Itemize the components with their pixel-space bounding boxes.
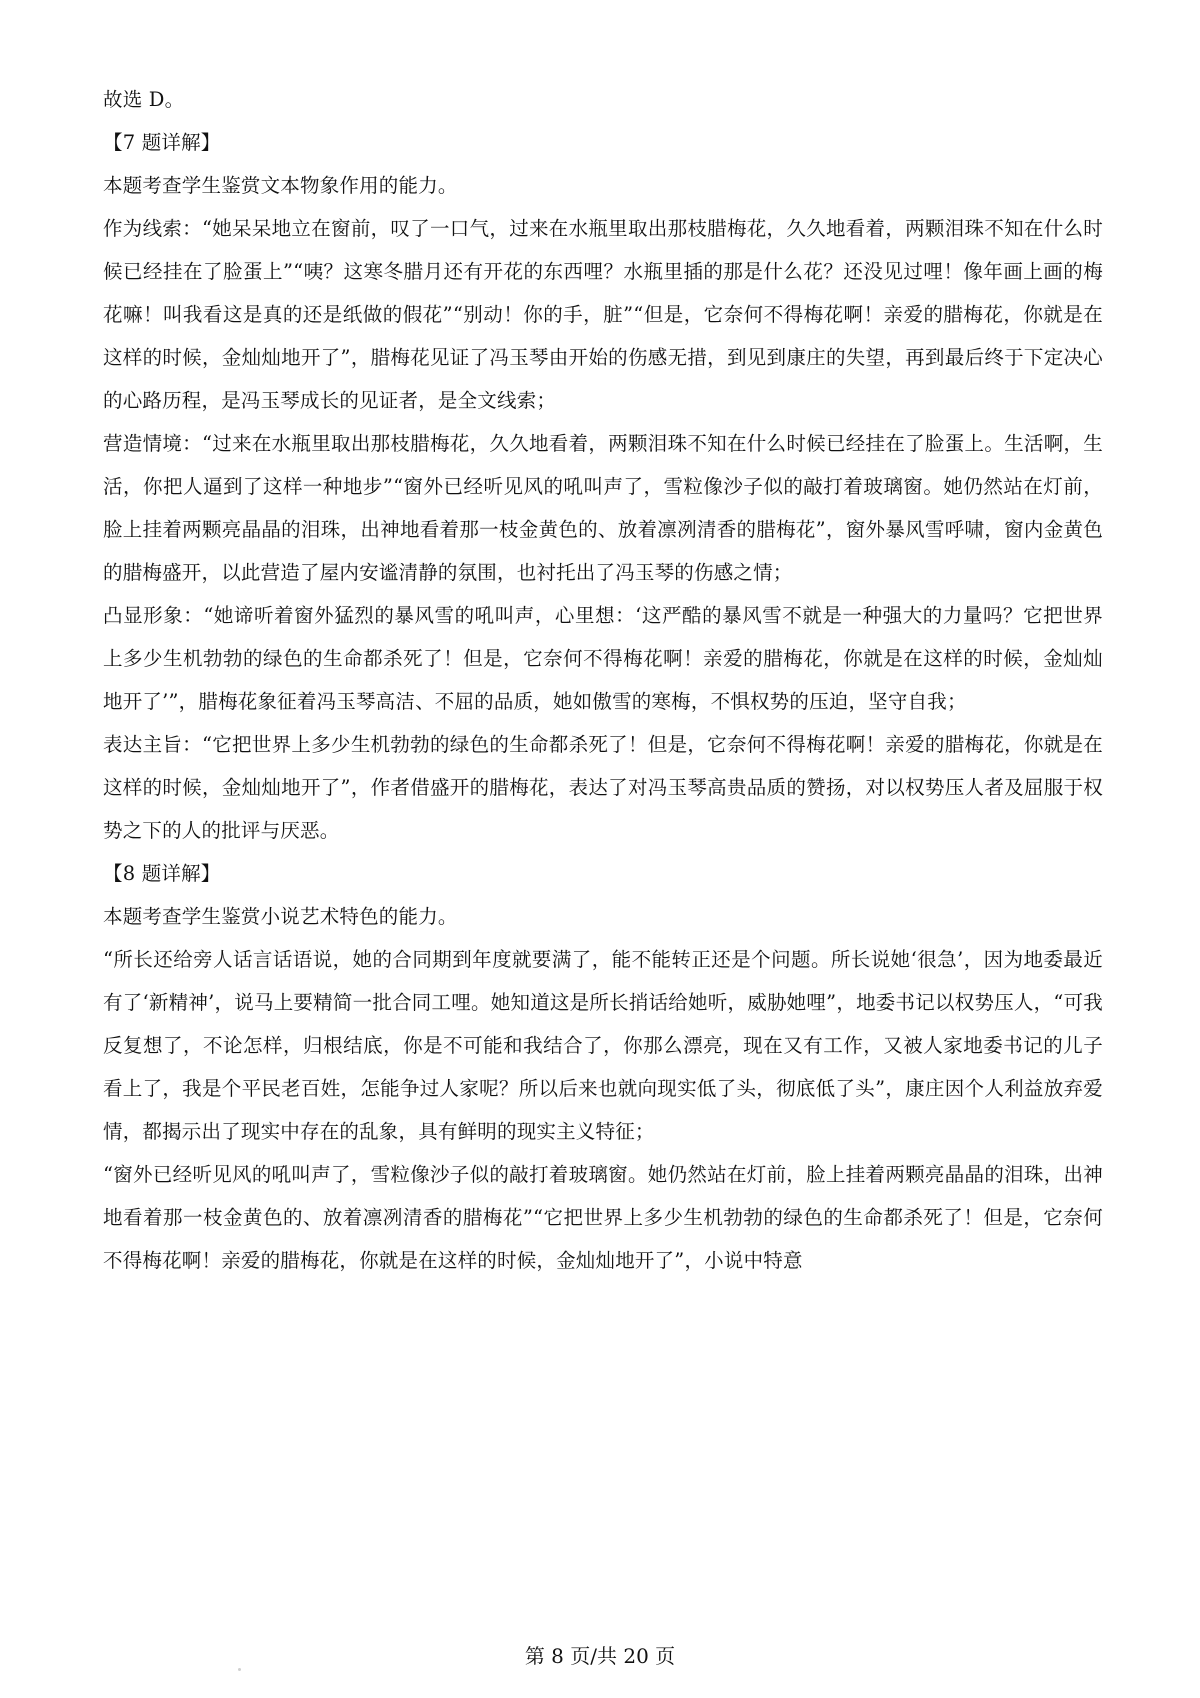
- question-8-realism-paragraph: “所长还给旁人话言话语说，她的合同期到年度就要满了，能不能转正还是个问题。所长说她‘很急’，因为地委最近有了‘新精神’，说马上要精简一批合同工哩。她知道这是所长捎话给她听，威胁她哩”，地委书记以权势压人，“可我反复想了，不论怎样，归根结底，你是不可能和我结合了，你那么漂亮，现在又有工作，又被人家地委书记的儿子看上了，我是个平民老百姓，怎能争过人家呢？所以后来也就向现实低了头，彻底低了头”，康庄因个人利益放弃爱情，都揭示出了现实中存在的乱象，具有鲜明的现实主义特征；: [103, 948, 1103, 1143]
- question-8-heading: 【8 题详解】: [103, 862, 221, 885]
- question-7-theme-paragraph: 表达主旨：“它把世界上多少生机勃勃的绿色的生命都杀死了！但是，它奈何不得梅花啊！亲爱的腊梅花，你就是在这样的时候，金灿灿地开了”，作者借盛开的腊梅花，表达了对冯玉琴高贵品质的赞扬，对以权势压人者及屈服于权势之下的人的批评与厌恶。: [103, 733, 1103, 842]
- scan-speck: [238, 1668, 241, 1671]
- question-7-image-paragraph: 凸显形象：“她谛听着窗外猛烈的暴风雪的吼叫声，心里想：‘这严酷的暴风雪不就是一种强大的力量吗？它把世界上多少生机勃勃的绿色的生命都杀死了！但是，它奈何不得梅花啊！亲爱的腊梅花，你就是在这样的时候，金灿灿地开了’”，腊梅花象征着冯玉琴高洁、不屈的品质，她如傲雪的寒梅，不惧权势的压迫，坚守自我；: [103, 604, 1103, 713]
- question-7-setting-paragraph: 营造情境：“过来在水瓶里取出那枝腊梅花，久久地看着，两颗泪珠不知在什么时候已经挂在了脸蛋上。生活啊，生活，你把人逼到了这样一种地步”“窗外已经听见风的吼叫声了，雪粒像沙子似的敲打着玻璃窗。她仍然站在灯前，脸上挂着两颗亮晶晶的泪珠，出神地看着那一枝金黄色的、放着凛冽清香的腊梅花”，窗外暴风雪呼啸，窗内金黄色的腊梅盛开，以此营造了屋内安谧清静的氛围，也衬托出了冯玉琴的伤感之情；: [103, 432, 1103, 584]
- page-footer: [0, 1640, 1200, 1669]
- question-7-intro: 本题考查学生鉴赏文本物象作用的能力。: [103, 174, 458, 197]
- question-7-heading: 【7 题详解】: [103, 131, 221, 154]
- question-8-intro: 本题考查学生鉴赏小说艺术特色的能力。: [103, 905, 458, 928]
- answer-line: 故选 D。: [103, 88, 185, 111]
- question-7-clue-paragraph: 作为线索：“她呆呆地立在窗前，叹了一口气，过来在水瓶里取出那枝腊梅花，久久地看着，两颗泪珠不知在什么时候已经挂在了脸蛋上”“咦？这寒冬腊月还有开花的东西哩？水瓶里插的那是什么花？还没见过哩！像年画上画的梅花嘛！叫我看这是真的还是纸做的假花”“别动！你的手，脏”“但是，它奈何不得梅花啊！亲爱的腊梅花，你就是在这样的时候，金灿灿地开了”，腊梅花见证了冯玉琴由开始的伤感无措，到见到康庄的失望，再到最后终于下定决心的心路历程，是冯玉琴成长的见证者，是全文线索；: [103, 217, 1103, 412]
- question-8-scenery-paragraph: “窗外已经听见风的吼叫声了，雪粒像沙子似的敲打着玻璃窗。她仍然站在灯前，脸上挂着两颗亮晶晶的泪珠，出神地看着那一枝金黄色的、放着凛冽清香的腊梅花”“它把世界上多少生机勃勃的绿色的生命都杀死了！但是，它奈何不得梅花啊！亲爱的腊梅花，你就是在这样的时候，金灿灿地开了”，小说中特意: [103, 1163, 1103, 1272]
- page-number: 第 8 页/共 20 页: [524, 1644, 676, 1668]
- document-body: [103, 78, 1103, 1282]
